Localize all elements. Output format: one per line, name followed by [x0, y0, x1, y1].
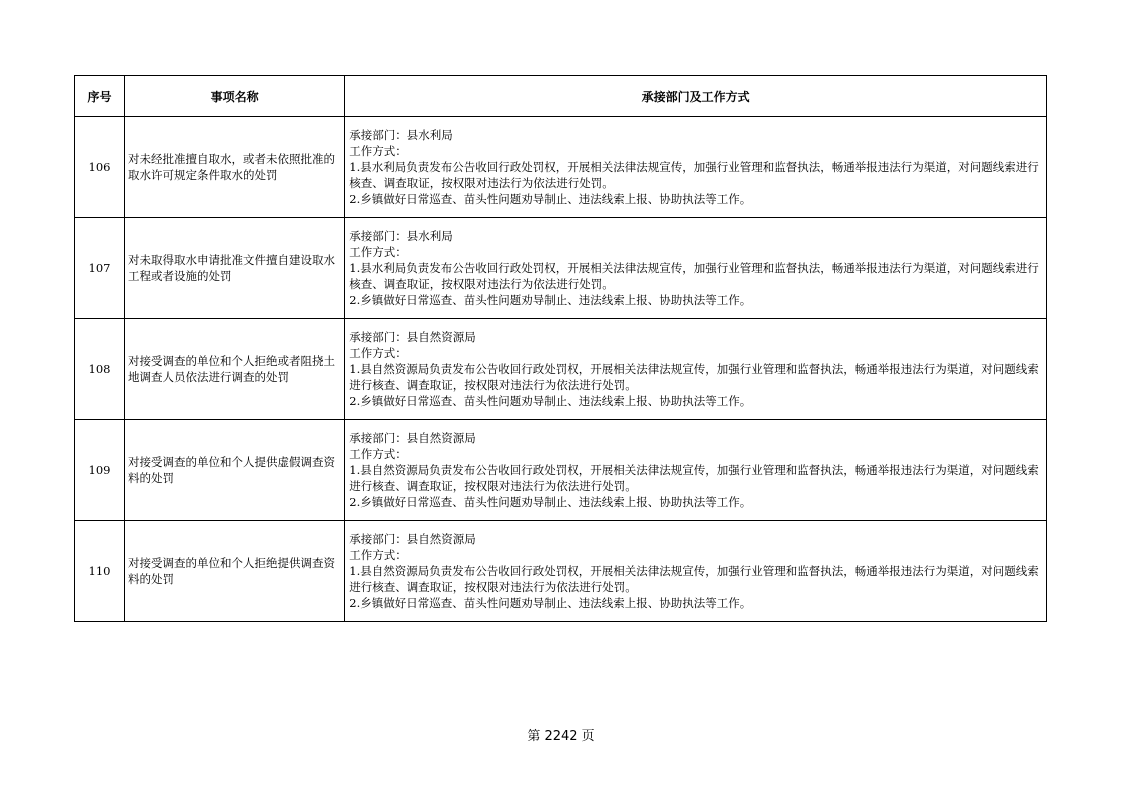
department-line: 承接部门：县自然资源局: [349, 532, 476, 546]
row-item-name: 对接受调查的单位和个人提供虚假调查资料的处罚: [125, 420, 345, 521]
method-label: 工作方式：: [349, 447, 407, 461]
row-item-name: 对未经批准擅自取水，或者未依照批准的取水许可规定条件取水的处罚: [125, 117, 345, 218]
method-label: 工作方式：: [349, 245, 407, 259]
method-label: 工作方式：: [349, 548, 407, 562]
method-item-1: 1.县水利局负责发布公告收回行政处罚权，开展相关法律法规宣传，加强行业管理和监督执法，畅通举报违法行为渠道，对问题线索进行核查、调查取证，按权限对违法行为依法进行处罚。: [349, 261, 1039, 291]
method-label: 工作方式：: [349, 144, 407, 158]
table-header-row: [75, 76, 1047, 117]
row-department-method: [345, 319, 1047, 420]
table-row: [75, 218, 1047, 319]
department-line: 承接部门：县自然资源局: [349, 431, 476, 445]
table-row: [75, 521, 1047, 622]
method-item-1: 1.县自然资源局负责发布公告收回行政处罚权，开展相关法律法规宣传，加强行业管理和监督执法，畅通举报违法行为渠道，对问题线索进行核查、调查取证，按权限对违法行为依法进行处罚。: [349, 463, 1039, 493]
department-line: 承接部门：县水利局: [349, 229, 453, 243]
row-department-method: [345, 117, 1047, 218]
table-row: [75, 319, 1047, 420]
row-department-method: [345, 521, 1047, 622]
row-item-name: 对接受调查的单位和个人拒绝提供调查资料的处罚: [125, 521, 345, 622]
method-item-2: 2.乡镇做好日常巡查、苗头性问题劝导制止、违法线索上报、协助执法等工作。: [349, 596, 752, 610]
method-item-1: 1.县自然资源局负责发布公告收回行政处罚权，开展相关法律法规宣传，加强行业管理和监督执法，畅通举报违法行为渠道，对问题线索进行核查、调查取证，按权限对违法行为依法进行处罚。: [349, 564, 1039, 594]
row-department-method: [345, 420, 1047, 521]
department-line: 承接部门：县自然资源局: [349, 330, 476, 344]
table-row: [75, 117, 1047, 218]
row-serial-number: 109: [75, 420, 125, 521]
row-department-method: [345, 218, 1047, 319]
method-item-2: 2.乡镇做好日常巡查、苗头性问题劝导制止、违法线索上报、协助执法等工作。: [349, 293, 752, 307]
row-item-name: 对接受调查的单位和个人拒绝或者阻挠土地调查人员依法进行调查的处罚: [125, 319, 345, 420]
method-item-2: 2.乡镇做好日常巡查、苗头性问题劝导制止、违法线索上报、协助执法等工作。: [349, 394, 752, 408]
row-serial-number: 106: [75, 117, 125, 218]
row-serial-number: 110: [75, 521, 125, 622]
row-serial-number: 108: [75, 319, 125, 420]
matters-table: [74, 75, 1047, 622]
header-item-name: 事项名称: [125, 76, 345, 117]
row-serial-number: 107: [75, 218, 125, 319]
department-line: 承接部门：县水利局: [349, 128, 453, 142]
method-item-1: 1.县自然资源局负责发布公告收回行政处罚权，开展相关法律法规宣传，加强行业管理和监督执法，畅通举报违法行为渠道，对问题线索进行核查、调查取证，按权限对违法行为依法进行处罚。: [349, 362, 1039, 392]
method-label: 工作方式：: [349, 346, 407, 360]
method-item-2: 2.乡镇做好日常巡查、苗头性问题劝导制止、违法线索上报、协助执法等工作。: [349, 495, 752, 509]
row-item-name: 对未取得取水申请批准文件擅自建设取水工程或者设施的处罚: [125, 218, 345, 319]
header-department-method: 承接部门及工作方式: [345, 76, 1047, 117]
method-item-1: 1.县水利局负责发布公告收回行政处罚权，开展相关法律法规宣传，加强行业管理和监督执法，畅通举报违法行为渠道，对问题线索进行核查、调查取证，按权限对违法行为依法进行处罚。: [349, 160, 1039, 190]
header-serial-number: 序号: [75, 76, 125, 117]
page-number: 第 2242 页: [527, 729, 595, 744]
method-item-2: 2.乡镇做好日常巡查、苗头性问题劝导制止、违法线索上报、协助执法等工作。: [349, 192, 752, 206]
table-row: [75, 420, 1047, 521]
